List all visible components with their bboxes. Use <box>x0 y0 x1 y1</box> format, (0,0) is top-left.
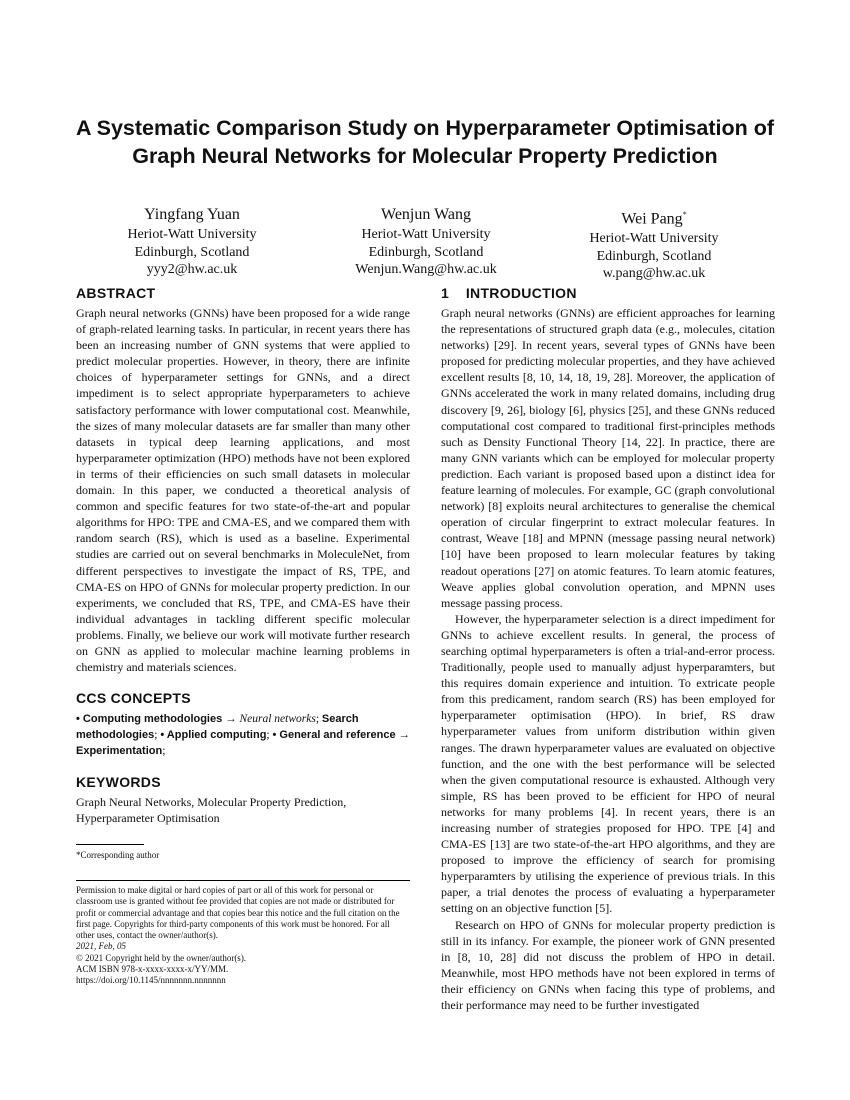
permission-text: Permission to make digital or hard copies of part or all of this work for personal or classroom use is granted without fee provided that copies are not made or distributed for profit or commercial advantage and that copies bear this notice and the full citation on the first page. Copyrights for third-party components of this work must be honored. For all other uses, contact the owner/author(s). <box>76 885 400 941</box>
author-email: w.pang@hw.ac.uk <box>602 266 706 282</box>
ccs-heading: CCS CONCEPTS <box>76 690 191 707</box>
author-name: Wei Pang* <box>621 210 687 228</box>
left-column <box>76 284 410 861</box>
arxiv-sidebar <box>14 250 64 650</box>
keywords-heading: KEYWORDS <box>76 774 161 791</box>
footnote: *Corresponding author <box>76 850 160 861</box>
permission-date: 2021, Feb, 05 <box>76 941 126 952</box>
author-block <box>326 204 526 279</box>
permission-isbn: ACM ISBN 978-x-xxxx-xxxx-x/YY/MM. <box>76 964 229 975</box>
intro-paragraph: Graph neural networks (GNNs) are efficient approaches for learning the representations of structured graph data (e.g., molecules, citation networks) [29]. In recent years, several types of GNNs have been proposed for predicting molecular properties, and they have achieved excellent results [8, 10, 14, 18, 19, 28]. Moreover, the application of GNNs accelerated the work in many related domains, including drug discovery [9, 26], biology [6], physics [25], and these GNNs reduced computational cost compared to traditional first-principles methods such as Density Functional Theory [14, 22]. In practice, there are many GNN variants which can be employed for molecular property prediction. Each variant is proposed based upon a distinct idea for feature learning of molecules. For example, GC (graph convolutional network) [8] exploits neural architectures to generalise the chemical operation of circular fingerprint to extract molecular features. In contrast, Weave [18] and MPNN (message passing neural network) [10] have been proposed to learn molecular features by taking readout operations [27] on atomic features. To learn atomic features, Weave applies global convolution operation, and MPNN uses message passing process. <box>441 306 775 610</box>
author-location: Edinburgh, Scotland <box>134 244 250 260</box>
abstract-heading: ABSTRACT <box>76 285 156 301</box>
right-column <box>441 284 775 1013</box>
paper-title: A Systematic Comparison Study on Hyperparameter Optimisation of Graph Neural Networks for Molecular Property Prediction <box>75 116 775 168</box>
author-block <box>92 204 292 279</box>
permission-block <box>76 880 410 987</box>
author-affiliation: Heriot-Watt University <box>127 227 257 242</box>
ccs-concepts: • Computing methodologies → Neural networks; Search methodologies; • Applied computing; • General and reference → Experimentation; <box>76 713 410 758</box>
abstract-text: Graph neural networks (GNNs) have been proposed for a wide range of graph-related learning tasks. In particular, in recent years there has been an increasing number of GNN systems that were applied to predict molecular properties. However, in theory, there are infinite choices of hyperparameter settings for GNNs, and a direct impediment is to select appropriate hyperparameters to achieve satisfactory performance with lower computational cost. Meanwhile, the sizes of many molecular datasets are far smaller than many other datasets in typical deep learning applications, and most hyperparameter optimization (HPO) methods have not been explored in terms of their efficiencies on such small datasets in molecular domain. In this paper, we conducted a theoretical analysis of common and specific features for two state-of-the-art and popular algorithms for HPO: TPE and CMA-ES, and we compared them with random search (RS), which is used as a baseline. Experimental studies are carried out on several benchmarks in MoleculeNet, from different perspectives to investigate the impact of RS, TPE, and CMA-ES on HPO of GNNs for molecular property prediction. In our experiments, we concluded that RS, TPE, and CMA-ES have their individual advantages in tackling different specific molecular problems. Finally, we believe our work will motivate further research on GNN as applied to molecular machine learning problems in chemistry and materials sciences. <box>76 306 410 675</box>
corresponding-mark: * <box>682 210 687 219</box>
permission-doi: https://doi.org/10.1145/nnnnnnn.nnnnnnn <box>76 975 226 986</box>
author-affiliation: Heriot-Watt University <box>589 231 719 247</box>
author-name: Yingfang Yuan <box>144 206 240 223</box>
keywords-text: Graph Neural Networks, Molecular Property Prediction, Hyperparameter Optimisation <box>76 795 347 826</box>
author-email: yyy2@hw.ac.uk <box>146 262 238 277</box>
author-location: Edinburgh, Scotland <box>596 248 712 264</box>
introduction-heading: 1 INTRODUCTION <box>441 285 577 301</box>
footnote-rule <box>76 844 144 845</box>
intro-paragraph: However, the hyperparameter selection is a direct impediment for GNNs to achieve excellent results. In general, the process of searching optimal hyperparameters is often a trial-and-error process. Traditionally, people used to manually adjust hyperparamters, but this requires domain experience and intuition. To extricate people from this predicament, random search (RS) has been employed for hyperparameter optimisation (HPO). In brief, RS draw hyperparameter values from uniform distribution within given ranges. The drawn hyperparameter values are evaluated on objective function, and the one with the best performance will be selected when the given computational resource is exhausted. Although very simple, RS has been proved to be efficient for HPO of neural networks for many problems [4]. In recent years, there is an increasing number of strategies proposed for HPO. TPE [4] and CMA-ES [13] are two state-of-the-art HPO algorithms, and they are proposed to improve the efficiency of search for promising hyperparamters by utilising the experience of previous trials. In this paper, a trial denotes the process of evaluating a hyperparameter setting on an objective function [5]. <box>441 611 775 916</box>
author-name: Wenjun Wang <box>381 206 471 223</box>
author-affiliation: Heriot-Watt University <box>361 227 491 242</box>
author-location: Edinburgh, Scotland <box>368 244 484 260</box>
author-block <box>554 204 754 283</box>
author-email: Wenjun.Wang@hw.ac.uk <box>355 262 497 277</box>
permission-copyright: © 2021 Copyright held by the owner/author(s). <box>76 952 247 963</box>
intro-paragraph: Research on HPO of GNNs for molecular property prediction is still in its infancy. For example, the pioneer work of GNN presented in [8, 10, 28] did not discuss the problem of HPO in detail. Meanwhile, most HPO methods have not been explored in terms of their efficiency on GNNs when facing this type of problems, and their performance may need to be further investigated <box>441 917 775 1013</box>
